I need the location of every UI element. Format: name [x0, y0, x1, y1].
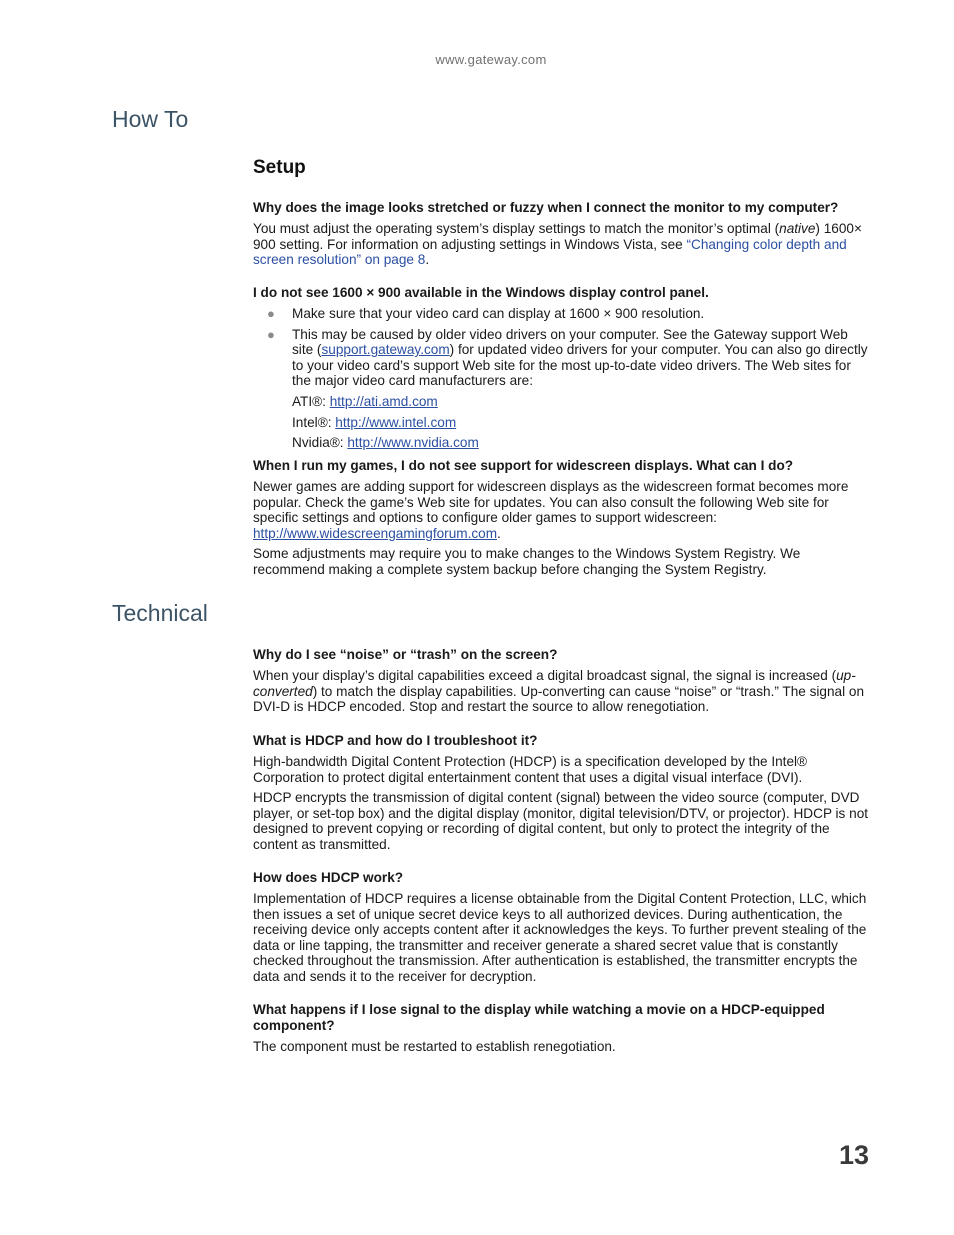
faq-hdcp-how — [253, 870, 869, 985]
answer-paragraph: High-bandwidth Digital Content Protection (HDCP) is a specification developed by the Intel® Corporation to protect digital entertainment content that uses a digital visual interface (DVI). — [253, 754, 808, 785]
faq-widescreen-games — [253, 458, 869, 578]
header-url: www.gateway.com — [435, 52, 547, 67]
question-heading: Why does the image looks stretched or fuzzy when I connect the monitor to my computer? — [253, 200, 839, 215]
answer-paragraph: Some adjustments may require you to make changes to the Windows System Registry. We recommend making a complete system backup before changing the System Registry. — [253, 546, 801, 577]
answer-paragraph: Newer games are adding support for widescreen displays as the widescreen format becomes more popular. Check the game’s Web site for updates. You can also consult the following Web site for specific settings and options to configure older games to support widescreen: http://www.widescreengamingforum.com. — [253, 479, 849, 541]
answer-paragraph: The component must be restarted to establish renegotiation. — [253, 1039, 616, 1054]
vendor-list — [292, 394, 869, 451]
bullet-icon: ● — [267, 306, 275, 321]
question-heading: Why do I see “noise” or “trash” on the screen? — [253, 647, 558, 662]
section-title-how-to: How To — [112, 106, 189, 132]
vendor-item-ati: ATI®: http://ati.amd.com — [292, 393, 438, 409]
faq-lost-signal — [253, 1002, 869, 1055]
bullet-icon: ● — [267, 326, 275, 342]
bullet-item: ● Make sure that your video card can display at 1600 × 900 resolution. — [267, 306, 705, 321]
page-number: 13 — [838, 1140, 869, 1170]
section-title-technical: Technical — [112, 600, 208, 626]
question-heading: When I run my games, I do not see support for widescreen displays. What can I do? — [253, 458, 794, 473]
question-heading: What is HDCP and how do I troubleshoot it? — [253, 733, 538, 748]
faq-resolution-unavailable — [253, 285, 869, 451]
answer-paragraph: You must adjust the operating system’s display settings to match the monitor’s optimal (native) 1600× 900 setting. For information on adjusting settings in Windows Vista, see “Changing color depth and screen resolution” on page 8. — [253, 221, 862, 268]
faq-noise-trash — [253, 647, 869, 715]
ati-link[interactable]: http://ati.amd.com — [329, 393, 438, 409]
answer-paragraph: Implementation of HDCP requires a license obtainable from the Digital Content Protection, LLC, which then issues a set of unique secret device keys to all authorized devices. During authentication, the receiving device only accepts content after it acknowledges the keys. To further prevent stealing of the data or line tapping, the transmitter and receiver generate a shared secret value that is constantly checked throughout the transmission. After authentication is established, the transmitter encrypts the data and sends it to the receiver for decryption. — [253, 891, 867, 984]
bullet-list — [253, 306, 869, 451]
how-to-content — [253, 157, 869, 179]
question-heading: What happens if I lose signal to the display while watching a movie on a HDCP-equipped component? — [253, 1002, 825, 1033]
cross-reference-link[interactable]: “Changing color depth and screen resolution” on page 8 — [253, 236, 847, 268]
support-site-link[interactable]: support.gateway.com — [321, 342, 450, 358]
vendor-item-intel: Intel®: http://www.intel.com — [292, 414, 457, 430]
faq-hdcp-troubleshoot — [253, 733, 869, 853]
bullet-item: ● This may be caused by older video drivers on your computer. See the Gateway support Web site (support.gateway.com) for updated video drivers for your computer. You can also go directly to your video card’s support Web site for the most up-to-date video drivers. The Web sites for the major video card manufacturers are: ATI®: http://ati.amd.com Intel®: http://www.intel.com Nvidia®: http://www.nvidia.com — [267, 326, 868, 451]
question-heading: How does HDCP work? — [253, 870, 404, 885]
subsection-title-setup: Setup — [253, 157, 306, 178]
vendor-item-nvidia: Nvidia®: http://www.nvidia.com — [292, 435, 479, 451]
answer-paragraph: HDCP encrypts the transmission of digital content (signal) between the video source (computer, DVD player, or set-top box) and the digital display (monitor, digital television/DTV, or projector). HDCP is not designed to prevent copying or recording of digital content, but only to protect the integrity of the content as transmitted. — [253, 790, 869, 852]
nvidia-link[interactable]: http://www.nvidia.com — [347, 435, 479, 451]
intel-link[interactable]: http://www.intel.com — [335, 414, 457, 430]
widescreen-forum-link[interactable]: http://www.widescreengamingforum.com — [253, 525, 498, 541]
faq-stretched-image — [253, 200, 869, 268]
question-heading: I do not see 1600 × 900 available in the Windows display control panel. — [253, 285, 709, 300]
answer-paragraph: When your display’s digital capabilities exceed a digital broadcast signal, the signal is increased (up-converted) to match the display capabilities. Up-converting can cause “noise” or “trash.” The signal on DVI-D is HDCP encoded. Stop and restart the source to allow renegotiation. — [253, 668, 865, 715]
